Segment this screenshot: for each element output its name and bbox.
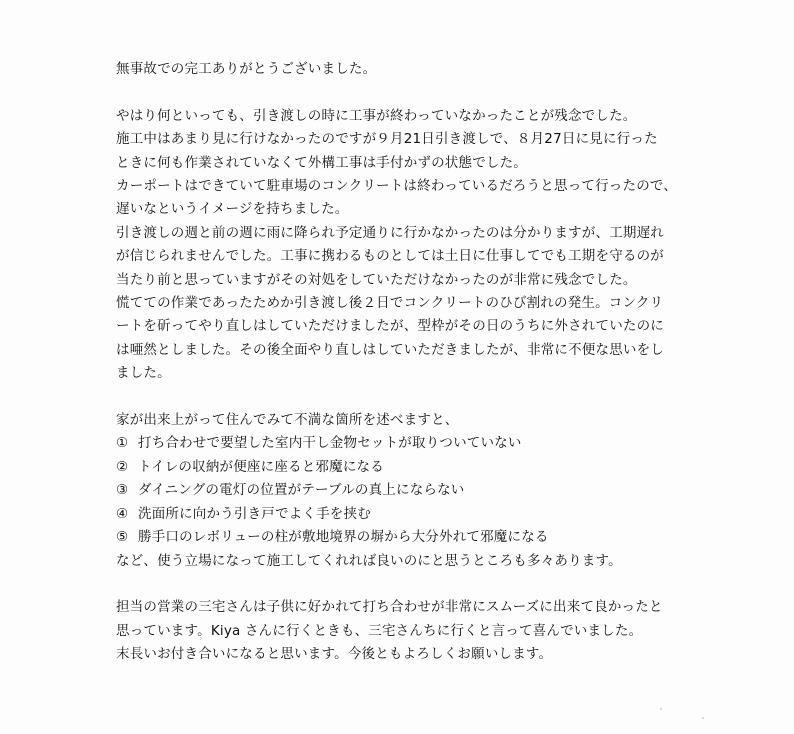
text-line: が信じられませんでした。工事に携わるものとしては土日に仕事してでも工期を守るのが xyxy=(116,248,664,265)
list-item xyxy=(116,526,756,549)
scan-speck xyxy=(702,717,704,719)
list-outro: など、使う立場になって施工してくれれば良いのにと思うところも多々あります。 xyxy=(116,552,622,569)
scan-speck xyxy=(660,708,662,710)
text-line: ートを斫ってやり直しはしていただけましたが、型枠がその日のうちに外されていたのに xyxy=(116,318,664,335)
text-line: 施工中はあまり見に行けなかったのですが９月21日引き渡しで、８月27日に見に行った xyxy=(116,131,658,148)
list-item-number: ② xyxy=(116,458,129,475)
text-line: 思っています。Kiya さんに行くときも、三宅さんちに行くと言って喜んでいました。 xyxy=(116,622,643,639)
list-item-number: ① xyxy=(116,435,129,452)
list-item-number: ④ xyxy=(116,505,129,522)
paragraph-gap xyxy=(116,81,756,104)
list-item-number: ③ xyxy=(116,482,129,499)
list-item-text: トイレの収納が便座に座ると邪魔になる xyxy=(138,458,384,475)
list-item-text: 打ち合わせで要望した室内干し金物セットが取りついていない xyxy=(138,435,522,452)
list-intro: 家が出来上がって住んでみて不満な箇所を述べますと、 xyxy=(116,412,459,429)
text-line: は唖然としました。その後全面やり直しはしていただきましたが、非常に不便な思いをし xyxy=(116,341,664,358)
paragraph-complaints xyxy=(116,409,756,573)
paragraph-gap xyxy=(116,386,756,409)
list-item-text: ダイニングの電灯の位置がテーブルの真上にならない xyxy=(138,482,465,499)
list-item xyxy=(116,432,756,455)
list-item-text: 勝手口のレボリューの柱が敷地境界の塀から大分外れて邪魔になる xyxy=(138,529,549,546)
list-item xyxy=(116,456,756,479)
paragraph-gap xyxy=(116,573,756,596)
paragraph-construction-delay xyxy=(116,105,756,386)
text-line: 遅いなというイメージを持ちました。 xyxy=(116,201,349,218)
list-item-text: 洗面所に向かう引き戸でよく手を挟む xyxy=(138,505,371,522)
letter-body xyxy=(116,58,756,667)
text-line: 当たり前と思っていますがその対処をしていただけなかったのが非常に残念でした。 xyxy=(116,271,637,288)
text-line: 慌てての作業であったためか引き渡し後２日でコンクリートのひび割れの発生。コンクリ xyxy=(116,295,664,312)
greeting-line: 無事故での完工ありがとうございました。 xyxy=(116,61,377,77)
complaint-list xyxy=(116,432,756,549)
text-line: ときに何も作業されていなくて外構工事は手付かずの状態でした。 xyxy=(116,154,527,171)
paragraph-sales-rep xyxy=(116,596,756,666)
list-item xyxy=(116,503,756,526)
text-line: 末長いお付き合いになると思います。今後ともよろしくお願いします。 xyxy=(116,646,553,663)
text-line: やはり何といっても、引き渡しの時に工事が終わっていなかったことが残念でした。 xyxy=(116,107,637,124)
list-item xyxy=(116,479,756,502)
text-line: 担当の営業の三宅さんは子供に好かれて打ち合わせが非常にスムーズに出来て良かったと xyxy=(116,599,663,616)
text-line: 引き渡しの週と前の週に雨に降られ予定通りに行かなかったのは分かりますが、工期遅れ xyxy=(116,224,664,241)
text-line: カーポートはできていて駐車場のコンクリートは終わっているだろうと思って行ったので、 xyxy=(116,178,678,195)
text-line: ました。 xyxy=(116,365,171,382)
list-item-number: ⑤ xyxy=(116,529,129,546)
